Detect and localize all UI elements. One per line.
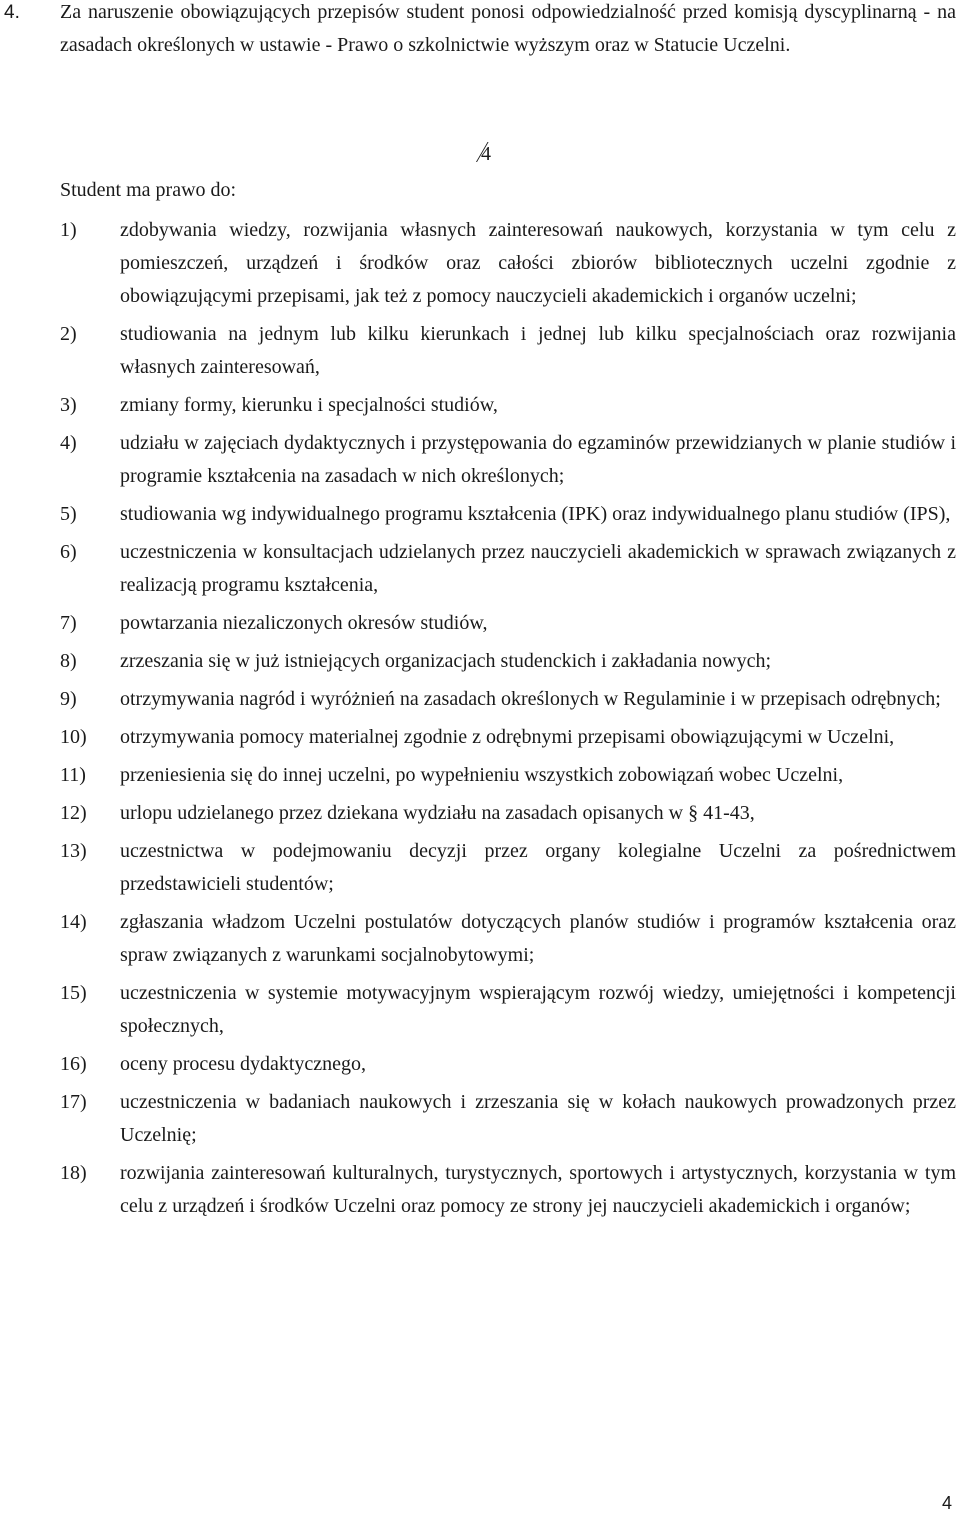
list-item-text: zrzeszania się w już istniejących organizacjach studenckich i zakładania nowych; [120,650,772,672]
list-item-number: 7) [60,612,77,634]
list-item-text: udziału w zajęciach dydaktycznych i przystępowania do egzaminów przewidzianych w planie studiów i programie kształcenia na zasadach w nich określonych; [120,432,956,487]
rights-list [60,214,956,1228]
list-item-number: 1) [60,219,77,241]
list-item-text: studiowania wg indywidualnego programu kształcenia (IPK) oraz indywidualnego planu studiów (IPS), [120,503,951,525]
list-item-number: 11) [60,764,86,786]
list-item-text: przeniesienia się do innej uczelni, po wypełnieniu wszystkich zobowiązań wobec Uczelni, [120,764,844,786]
list-item-number: 15) [60,982,87,1004]
list-item-number: 4) [60,432,77,454]
list-item [60,498,956,531]
list-item [60,906,956,972]
list-item-number: 16) [60,1053,87,1075]
intro-paragraph-number: 4. [4,2,20,23]
rights-lead-text: Student ma prawo do: [60,179,237,201]
list-item-number: 3) [60,394,77,416]
list-item-number: 2) [60,323,77,345]
list-item-number: 6) [60,541,77,563]
list-item [60,645,956,678]
list-item [60,607,956,640]
list-item-text: uczestniczenia w systemie motywacyjnym wspierającym rozwój wiedzy, umiejętności i kompetencji społecznych, [120,982,956,1037]
list-item-text: urlopu udzielanego przez dziekana wydziału na zasadach opisanych w § 41-43, [120,802,755,824]
list-item-text: otrzymywania nagród i wyróżnień na zasadach określonych w Regulaminie i w przepisach odrębnych; [120,688,941,710]
list-item-text: studiowania na jednym lub kilku kierunkach i jednej lub kilku specjalnościach oraz rozwijania własnych zainteresowań, [120,323,956,378]
list-item [60,835,956,901]
list-item-text: uczestnictwa w podejmowaniu decyzji przez organy kolegialne Uczelni za pośrednictwem przedstawicieli studentów; [120,840,956,895]
list-item-number: 5) [60,503,77,525]
list-item-text: zgłaszania władzom Uczelni postulatów dotyczących planów studiów i programów kształcenia oraz spraw związanych z warunkami socjalnobytowymi; [120,911,956,966]
list-item-text: powtarzania niezaliczonych okresów studiów, [120,612,488,634]
list-item [60,389,956,422]
list-item-text: zmiany formy, kierunku i specjalności studiów, [120,394,498,416]
list-item [60,759,956,792]
list-item-number: 9) [60,688,77,710]
list-item [60,1086,956,1152]
list-item-text: zdobywania wiedzy, rozwijania własnych zainteresowań naukowych, korzystania w tym celu z pomieszczeń, urządzeń i środków oraz całości zbiorów bibliotecznych uczelni zgodnie z obowiązującymi przepisami, jak też z pomocy nauczycieli akademickich i organów uczelni; [120,219,956,307]
list-item-number: 8) [60,650,77,672]
list-item-text: otrzymywania pomocy materialnej zgodnie z odrębnymi przepisami obowiązującymi w Uczelni, [120,726,895,748]
list-item-number: 12) [60,802,87,824]
list-item [60,1157,956,1223]
list-item [60,977,956,1043]
section-heading [462,138,491,171]
list-item-text: uczestniczenia w badaniach naukowych i zrzeszania się w kołach naukowych prowadzonych przez Uczelnię; [120,1091,956,1146]
list-item-text: rozwijania zainteresowań kulturalnych, turystycznych, sportowych i artystycznych, korzystania w tym celu z urządzeń i środków Uczelni oraz pomocy ze strony jej nauczycieli akademickich i organów; [120,1162,956,1217]
section-number: 4 [481,143,491,165]
list-item [60,214,956,313]
section-sign-icon [462,142,465,162]
page-number: 4 [941,1493,952,1513]
list-item [60,721,956,754]
intro-paragraph-text: Za naruszenie obowiązujących przepisów student ponosi odpowiedzialność przed komisją dyscyplinarną - na zasadach określonych w ustawie - Prawo o szkolnictwie wyższym oraz w Statucie Uczelni. [60,1,956,56]
list-item-number: 18) [60,1162,87,1184]
list-item-number: 14) [60,911,87,933]
list-item-text: oceny procesu dydaktycznego, [120,1053,367,1075]
list-item [60,318,956,384]
list-item-number: 13) [60,840,87,862]
list-item [60,797,956,830]
list-item-number: 10) [60,726,87,748]
list-item [60,1048,956,1081]
list-item [60,683,956,716]
list-item-number: 17) [60,1091,87,1113]
list-item-text: uczestniczenia w konsultacjach udzielanych przez nauczycieli akademickich w sprawach związanych z realizacją programu kształcenia, [120,541,956,596]
list-item [60,536,956,602]
list-item [60,427,956,493]
